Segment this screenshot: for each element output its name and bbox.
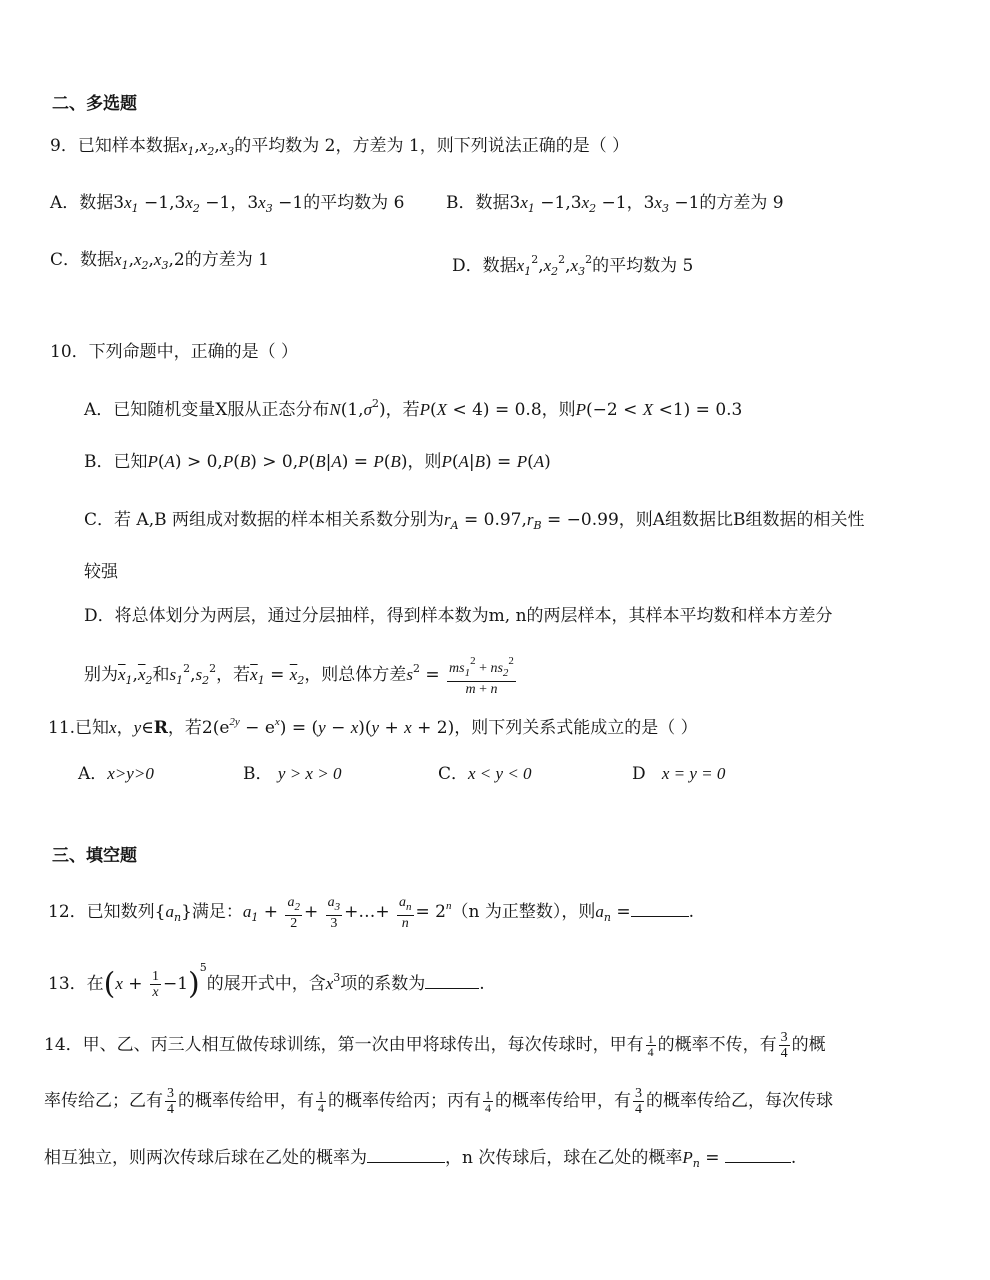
fraction-1-over-x: $\frac{1}{x}$ [151, 969, 159, 1000]
question-14-line-2: 率传给乙；乙有 $\frac{3}{4}$ 的概率传给甲，有 $\frac{1}{4}$ 的概率传给丙；丙有 $\frac{1}{4}$ 的概率传给甲，有 $\frac{3}{4}$ 的概率传给乙，每次传球 [44, 1086, 833, 1117]
fraction-three-quarters: $\frac{3}{4}$ [635, 1086, 642, 1117]
fraction-one-quarter: $\frac{1}{4}$ [485, 1088, 491, 1115]
section-title-fill-in: 三、填空题 [52, 846, 137, 866]
question-10-option-c: C．若 A,B 两组成对数据的样本相关系数分别为$r_A = 0.97,r_B = -0.99$，则A组数据比B组数据的相关性 [84, 510, 865, 532]
question-11-option-c: C．x < y < 0 [438, 764, 532, 784]
question-10-option-b: B．已知P(A) > 0,P(B) > 0,P(B|A) = P(B)，则P(A|B) = P(A) [84, 452, 551, 472]
fraction-a3-over-3: $\frac{a_3}{3}$ [327, 894, 341, 931]
question-10-option-d: D．将总体划分为两层，通过分层抽样，得到样本数为m, n的两层样本，其样本平均数和样本方差分 [84, 606, 833, 626]
question-11-option-a: A．x>y>0 [78, 764, 154, 784]
section-title-multiple-choice: 二、多选题 [52, 94, 137, 114]
question-13-stem: 13．在(x + $\frac{1}{x}$ −1)$^5$的展开式中，含$x^3$项的系数为 . [48, 961, 485, 1002]
question-12-stem: 12．已知数列$\{a_n\}$满足：$a_1$ + $\frac{a_2}{2}$ + $\frac{a_3}{3}$ +…+ $\frac{a_n}{n}$ = $2^n(n$ 为正整数），则$a_n$ = . [48, 894, 694, 931]
question-10-stem: 10．下列命题中，正确的是（ ） [50, 342, 299, 362]
question-9-option-c: C．数据$x_1,x_2,x_3,2$的方差为 1 [50, 250, 269, 272]
question-14-line-3: 相互独立，则两次传球后球在乙处的概率为 ，n 次传球后，球在乙处的概率$P_n$ = . [44, 1148, 797, 1170]
question-10-option-c-continued: 较强 [84, 562, 118, 582]
question-10-option-d-continued: 别为$\overline{x}_1,\overline{x}_2$和$s_1^2,s_2^2$，若$\overline{x}_1 = \overline{x}_2$，则总体方差$s^2$ = $\frac{ms_1^2 + ns_2^2}{m + n}$ [84, 655, 514, 697]
question-9-option-b: B．数据$3x_1 -1,3x_2 -1$，$3x_3 -1$的方差为 9 [446, 193, 784, 215]
answer-blank-q12[interactable] [631, 902, 689, 917]
answer-blank-q14-pn[interactable] [725, 1148, 791, 1163]
question-11-stem: 11.已知x，y∈R，若$2(e^{2y} - e^x) = (y - x)(y + x + 2)$，则下列关系式能成立的是（ ） [48, 716, 698, 738]
variance-fraction: $\frac{ms_1^2 + ns_2^2}{m + n}$ [449, 655, 514, 697]
question-10-option-a: A．已知随机变量X服从正态分布$N(1,\sigma^2)$，若P(X < 4) = 0.8，则P(−2 < X <1) = 0.3 [84, 397, 743, 420]
answer-blank-q13[interactable] [425, 974, 479, 989]
fraction-a2-over-2: $\frac{a_2}{2}$ [287, 894, 300, 931]
question-14-line-1: 14．甲、乙、丙三人相互做传球训练，第一次由甲将球传出，每次传球时，甲有 $\frac{1}{4}$ 的概率不传，有 $\frac{3}{4}$ 的概 [44, 1030, 826, 1061]
fraction-three-quarters: $\frac{3}{4}$ [167, 1086, 174, 1117]
question-9-stem: 9．已知样本数据$x_1,x_2,x_3$的平均数为 2，方差为 1，则下列说法正确的是（ ） [50, 136, 630, 158]
question-11-option-d: D x = y = 0 [632, 764, 726, 784]
answer-blank-q14-two-passes[interactable] [367, 1148, 445, 1163]
fraction-one-quarter: $\frac{1}{4}$ [318, 1088, 324, 1115]
question-11-option-b: B． y > x > 0 [243, 764, 342, 784]
fraction-an-over-n: $\frac{a_n}{n}$ [399, 894, 412, 931]
question-9-option-a: A．数据$3x_1 -1,3x_2 -1$，$3x_3 -1$的平均数为 6 [50, 193, 405, 215]
fraction-one-quarter: $\frac{1}{4}$ [647, 1032, 654, 1059]
question-9-option-d: D．数据$x_1^2,x_2^2,x_3^2$的平均数为 5 [452, 253, 694, 278]
fraction-three-quarters: $\frac{3}{4}$ [780, 1030, 788, 1061]
